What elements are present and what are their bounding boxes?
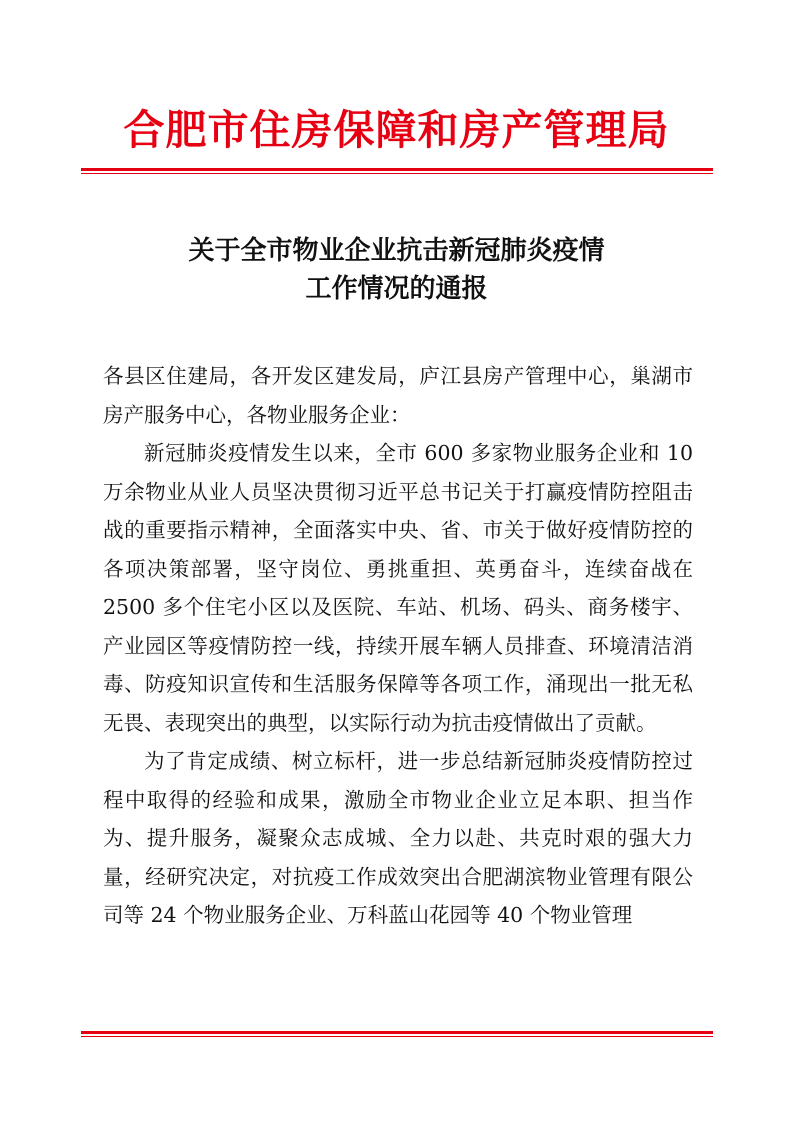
masthead-red-rule xyxy=(81,168,713,174)
agency-masthead: 合肥市住房保障和房产管理局 xyxy=(123,106,670,154)
red-rule-thin-line xyxy=(81,173,713,174)
body-paragraph-1: 新冠肺炎疫情发生以来，全市 600 多家物业服务企业和 10 万余物业从业人员坚决贯彻习近平总书记关于打赢疫情防控阻击战的重要指示精神，全面落实中央、省、市关于做好疫情防控的各项决策部署，坚守岗位、勇挑重担、英勇奋斗，连续奋战在 2500 多个住宅小区以及医院、车站、机场、码头、商务楼宇、产业园区等疫情防控一线，持续开展车辆人员排查、环境清洁消毒、防疫知识宣传和生活服务保障等各项工作，涌现出一批无私无畏、表现突出的典型，以实际行动为抗击疫情做出了贡献。 xyxy=(103,441,693,735)
document-title-line-1: 关于全市物业企业抗击新冠肺炎疫情 xyxy=(188,236,605,266)
document-body xyxy=(103,357,693,935)
document-title xyxy=(100,232,693,308)
body-paragraph-2: 为了肯定成绩、树立标杆，进一步总结新冠肺炎疫情防控过程中取得的经验和成果，激励全市物业企业立足本职、担当作为、提升服务，凝聚众志成城、全力以赴、共克时艰的强大力量，经研究决定，对抗疫工作成效突出合肥湖滨物业管理有限公司等 24 个物业服务企业、万科蓝山花园等 40 个物业管理 xyxy=(103,749,693,927)
salutation: 各县区住建局，各开发区建发局，庐江县房产管理中心，巢湖市房产服务中心，各物业服务企业： xyxy=(103,364,693,427)
footer-red-rule xyxy=(81,1031,713,1037)
document-title-line-2: 工作情况的通报 xyxy=(305,274,488,304)
footer-rule-thin-line xyxy=(81,1036,713,1037)
